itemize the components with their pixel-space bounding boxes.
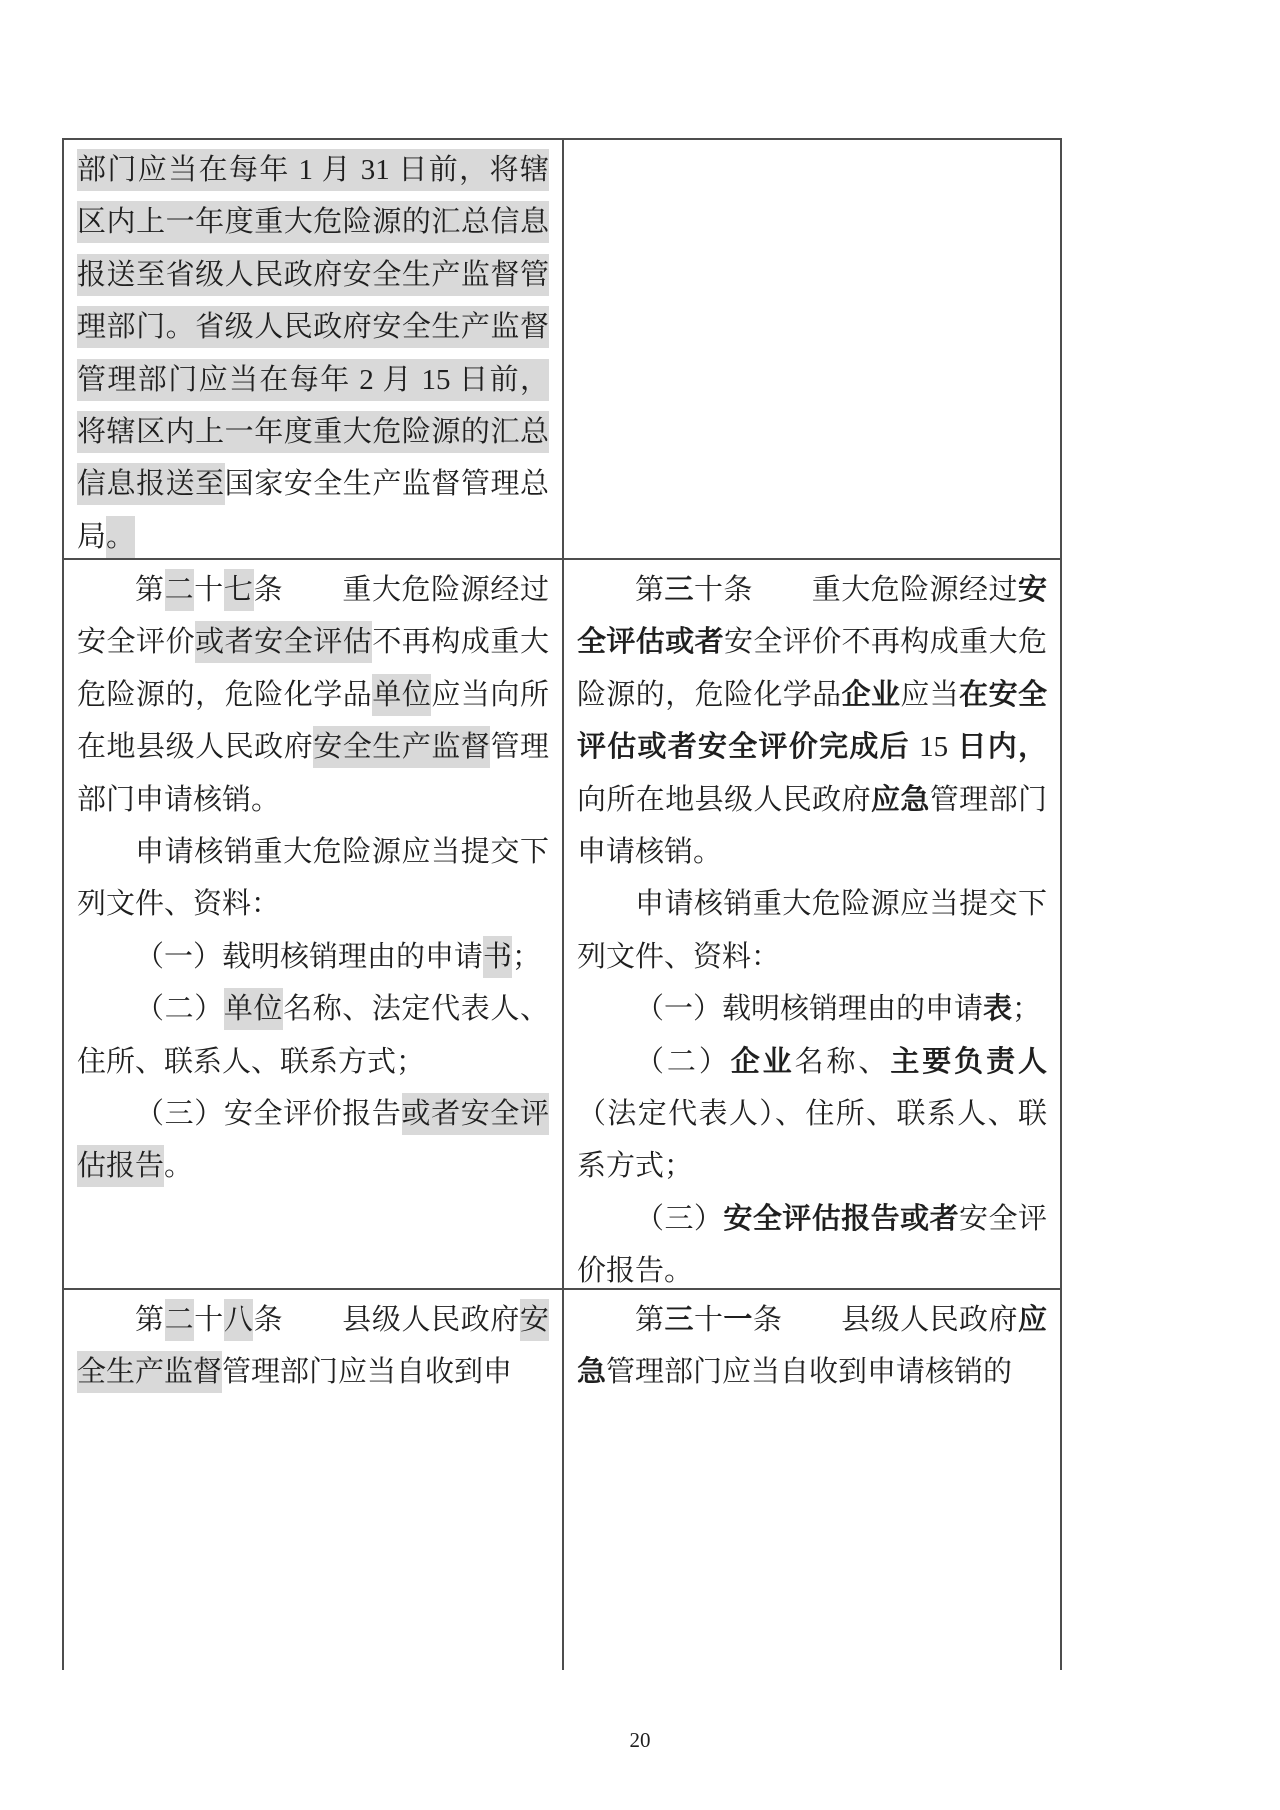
text-segment: 。 — [164, 1150, 194, 1183]
paragraph — [577, 878, 1047, 983]
text-segment: 应当 — [900, 678, 960, 711]
text-segment: 名称、 — [794, 1045, 891, 1078]
text-segment: 管理部门申请核销。 — [77, 731, 549, 816]
paragraph — [77, 1294, 549, 1399]
text-segment: 十 — [194, 1304, 224, 1336]
text-segment: 条 县级人民政府 — [752, 1304, 1018, 1336]
text-segment: 十条 重大危险源经过 — [693, 574, 1018, 606]
bold-segment: 日内， — [948, 731, 1048, 764]
text-segment: 条 县级人民政府 — [253, 1304, 520, 1336]
table-cell-old-text — [62, 560, 562, 1290]
comparison-table — [62, 138, 1062, 1670]
text-segment: 向所在地县级人民政府 — [577, 783, 871, 816]
page-number: 20 — [629, 1728, 651, 1752]
bold-segment: 表 — [983, 993, 1013, 1026]
table-cell-new-text — [562, 140, 1062, 560]
text-segment: （二） — [635, 1045, 731, 1078]
bold-segment: 一 — [723, 1304, 753, 1336]
text-segment: （一）载明核销理由的申请 — [135, 940, 484, 973]
highlighted-segment: 或者安全评估 — [195, 621, 372, 663]
text-segment: 不再构成重大危险源的，危险化学品 — [77, 626, 549, 711]
text-segment: 国家安全生产监督管理总局 — [77, 468, 549, 553]
bold-segment: 应急 — [577, 1304, 1047, 1389]
text-segment: （法定代表人）、住所、联系人、联系方式； — [577, 1098, 1047, 1183]
text-segment: 管理部门应当自收到申 — [222, 1356, 513, 1389]
text-segment: 安全评价报告。 — [577, 1202, 1047, 1288]
text-segment: 安全评价不再构成重大危险源的，危险化学品 — [577, 626, 1047, 711]
text-segment: 管理部门应当自收到申请核销的 — [606, 1356, 1013, 1389]
text-segment: 第 — [135, 1304, 165, 1336]
table-cell-new-text — [562, 1290, 1062, 1670]
paragraph — [577, 1294, 1047, 1399]
highlighted-segment: 部门应当在每年 1 月 31 日前，将辖区内上一年度重大危险源的汇总信息报送至省级人民政府安全生产监督管理部门。省级人民政府安全生产监督管理部门应当在每年 2 月 15 日前，将辖区内上一年度重大危险源的汇总信息报送至 — [77, 149, 549, 505]
text-segment: 十 — [693, 1304, 724, 1336]
bold-segment: 企业 — [730, 1045, 795, 1078]
text-segment: 第 — [635, 574, 665, 606]
text-segment: 申请核销重大危险源应当提交下列文件、资料： — [577, 888, 1047, 973]
text-segment: 管理部门申请核销。 — [577, 783, 1047, 869]
bold-segment: 应急 — [870, 783, 930, 816]
highlighted-segment: 八 — [224, 1299, 254, 1341]
highlighted-segment: 安全生产监督 — [77, 1299, 549, 1393]
highlighted-segment: 或者安全评估报告 — [77, 1093, 549, 1187]
highlighted-segment: 单位 — [372, 674, 431, 716]
bold-segment: 三 — [664, 574, 694, 606]
bold-segment: 企业 — [841, 678, 901, 711]
text-segment: （三） — [635, 1202, 724, 1235]
highlighted-segment: 七 — [224, 569, 254, 611]
text-segment: ； — [1012, 993, 1042, 1026]
text-segment: 条 重大危险源经过安全评价 — [77, 574, 549, 659]
table-row — [62, 1290, 1062, 1670]
bold-segment: 在安全评估或者安全评价完成后 — [577, 678, 1047, 764]
paragraph — [77, 144, 549, 560]
paragraph — [77, 1088, 549, 1193]
table-row — [62, 560, 1062, 1290]
highlighted-segment: 书 — [483, 936, 512, 978]
text-segment: （一）载明核销理由的申请 — [635, 993, 984, 1026]
paragraph — [77, 931, 549, 983]
table-cell-new-text — [562, 560, 1062, 1290]
bold-segment: 三 — [664, 1304, 694, 1336]
bold-segment: 安全评估报告或者 — [723, 1202, 960, 1235]
text-segment: 第 — [635, 1304, 665, 1336]
highlighted-segment: 二 — [165, 1299, 195, 1341]
paragraph — [577, 983, 1047, 1035]
paragraph — [577, 1036, 1047, 1193]
table-row — [62, 140, 1062, 560]
table-cell-old-text — [62, 1290, 562, 1670]
paragraph — [577, 1193, 1047, 1290]
text-segment: （二） — [135, 993, 224, 1026]
paragraph — [77, 826, 549, 931]
highlighted-segment: 单位 — [224, 988, 283, 1030]
text-segment: （三）安全评价报告 — [135, 1098, 402, 1131]
text-segment: ； — [512, 940, 542, 973]
bold-segment: 安全评估或者 — [577, 574, 1047, 659]
text-segment: 应当向所在地县级人民政府 — [77, 678, 549, 764]
paragraph — [577, 564, 1047, 878]
bold-segment: 主要负责人 — [890, 1045, 1047, 1078]
highlighted-segment: 二 — [165, 569, 195, 611]
highlighted-segment: 安全生产监督 — [313, 726, 490, 768]
paragraph — [77, 983, 549, 1088]
highlighted-segment: 。 — [106, 516, 135, 558]
table-cell-old-text — [62, 140, 562, 560]
text-segment: 申请核销重大危险源应当提交下列文件、资料： — [77, 836, 549, 921]
text-segment: 15 — [919, 731, 949, 764]
text-segment: 名称、法定代表人、住所、联系人、联系方式； — [77, 993, 549, 1078]
text-segment: 十 — [194, 574, 224, 606]
paragraph — [77, 564, 549, 826]
text-segment: 第 — [135, 574, 165, 606]
